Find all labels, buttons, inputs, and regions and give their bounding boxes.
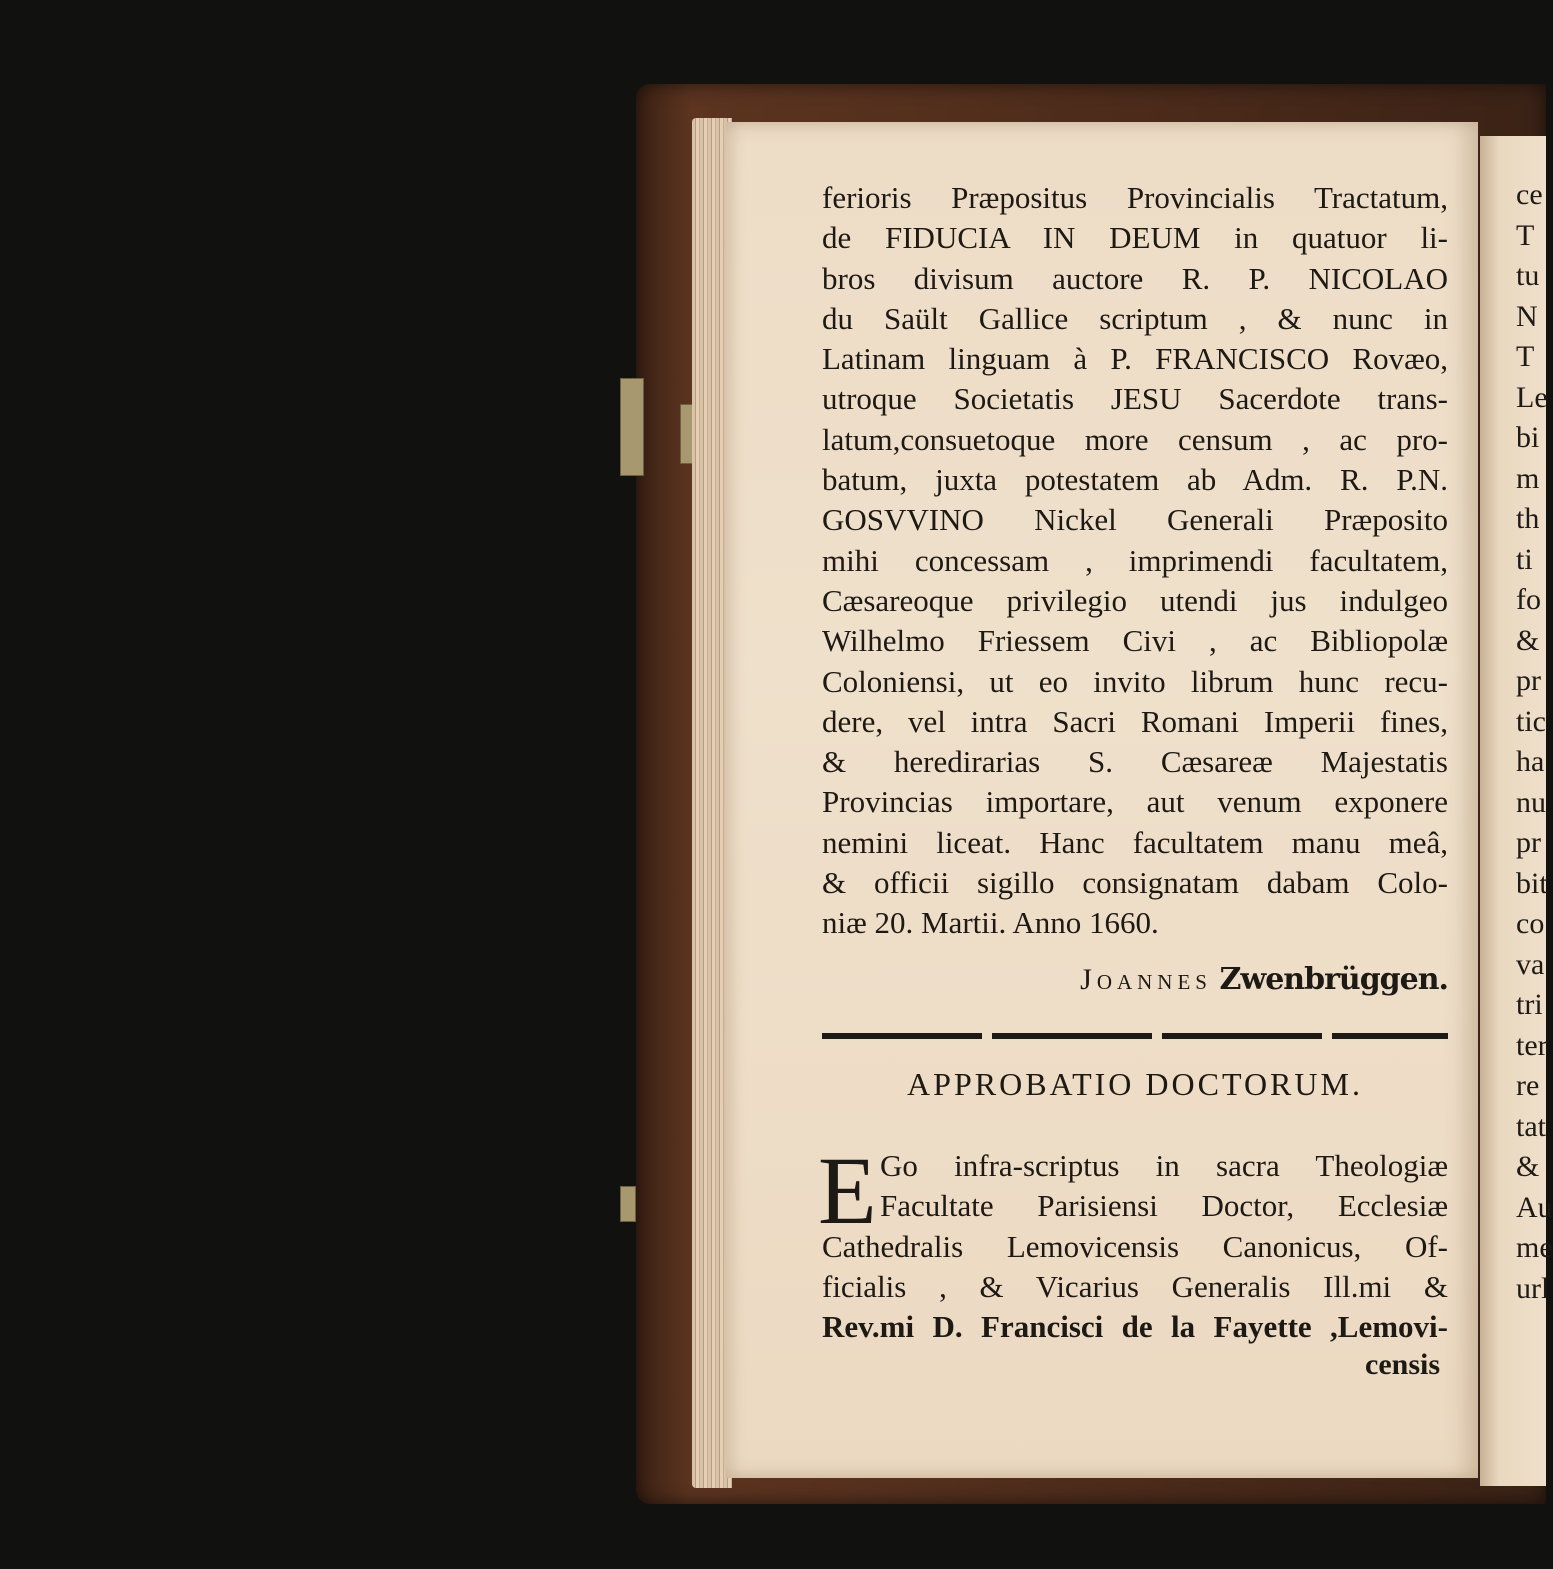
facing-page-fragment: tri xyxy=(1516,988,1543,1021)
signature-surname: Zwenbrüggen. xyxy=(1219,962,1448,997)
facing-page-fragment: & xyxy=(1516,1150,1540,1183)
facing-page-fragment: tat xyxy=(1516,1109,1546,1143)
text-line: Coloniensi, ut eo invito librum hunc recu- xyxy=(822,663,1448,699)
facing-page-fragment: Au xyxy=(1516,1190,1553,1224)
text-line: utroque Societatis JESU Sacerdote trans- xyxy=(822,381,1448,417)
text-line: de FIDUCIA IN DEUM in quatuor li- xyxy=(822,220,1448,256)
text-line: mihi concessam , imprimendi facultatem, xyxy=(822,542,1448,578)
text-line: ficialis , & Vicarius Generalis Ill.mi & xyxy=(822,1268,1448,1304)
approbatio-text xyxy=(822,1146,1448,1347)
text-line: batum, juxta potestatem ab Adm. R. P.N. xyxy=(822,462,1448,498)
facing-page-fragment: m xyxy=(1516,461,1540,495)
facing-page-fragment: fo xyxy=(1516,583,1541,616)
text-line: Latinam linguam à P. FRANCISCO Rovæo, xyxy=(822,341,1448,377)
facing-page-fragment: url xyxy=(1516,1271,1550,1305)
text-line: Provincias importare, aut venum exponere xyxy=(822,784,1448,820)
facing-page-fragment: N xyxy=(1516,299,1538,333)
facing-page-fragment: th xyxy=(1516,502,1540,535)
text-line: Facultate Parisiensi Doctor, Ecclesiæ xyxy=(880,1188,1448,1224)
facing-page-fragment: tic xyxy=(1516,704,1546,738)
text-line: du Saült Gallice scriptum , & nunc in xyxy=(822,300,1448,336)
facing-page-fragment: tu xyxy=(1516,259,1540,292)
facing-page-fragment: va xyxy=(1516,947,1545,981)
text-line: ferioris Præpositus Provincialis Tractatum, xyxy=(822,180,1448,215)
facing-page-fragment: T xyxy=(1516,218,1535,252)
section-heading: APPROBATIO DOCTORUM. xyxy=(907,1066,1363,1102)
text-line: Cæsareoque privilegio utendi jus indulgeo xyxy=(822,582,1448,618)
facing-page-fragment: pr xyxy=(1516,664,1541,697)
facing-page-fragment: ti xyxy=(1516,542,1533,576)
facing-page-fragment: co xyxy=(1516,907,1545,940)
ornamental-rule xyxy=(822,1033,1448,1039)
drop-capital: E xyxy=(818,1137,877,1244)
facing-page-fragment: me xyxy=(1516,1231,1553,1264)
facing-page-fragment: ce xyxy=(1516,178,1543,211)
catchword: censis xyxy=(1365,1348,1440,1381)
text-line: Wilhelmo Friessem Civi , ac Bibliopolæ xyxy=(822,623,1448,659)
facing-page-fragment: Le xyxy=(1516,380,1548,414)
facing-page-fragment: & xyxy=(1516,623,1540,657)
signature-first-name: Joannes xyxy=(1080,963,1212,996)
text-line: dere, vel intra Sacri Romani Imperii fines, xyxy=(822,703,1448,739)
text-line: GOSVVINO Nickel Generali Præposito xyxy=(822,502,1448,538)
facing-page-fragment: bit xyxy=(1516,866,1548,900)
text-line: nemini liceat. Hanc facultatem manu meâ, xyxy=(822,824,1448,860)
facing-page-fragment: pr xyxy=(1516,826,1541,859)
signature xyxy=(1040,962,1448,997)
clasp-upper xyxy=(620,378,644,476)
clasp-bottom xyxy=(620,1186,636,1222)
text-line: & officii sigillo consignatam dabam Colo- xyxy=(822,865,1448,901)
facing-page-fragment: nu xyxy=(1516,785,1546,819)
text-line: niæ 20. Martii. Anno 1660. xyxy=(822,905,1159,941)
text-line: bros divisum auctore R. P. NICOLAO xyxy=(822,260,1448,296)
text-line: Cathedralis Lemovicensis Canonicus, Of- xyxy=(822,1228,1448,1264)
text-line: & heredirarias S. Cæsareæ Majestatis xyxy=(822,744,1448,780)
facing-page-fragment: re xyxy=(1516,1069,1540,1102)
privilege-text xyxy=(822,178,1448,944)
text-line: latum,consuetoque more censum , ac pro- xyxy=(822,421,1448,457)
facing-page-fragment: ter xyxy=(1516,1028,1548,1062)
facing-page xyxy=(1480,136,1553,1486)
facing-page-fragment: T xyxy=(1516,340,1535,373)
facing-page-fragment: bi xyxy=(1516,421,1540,454)
facing-page-fragment: ha xyxy=(1516,745,1545,778)
text-line: Go infra-scriptus in sacra Theologiæ xyxy=(880,1148,1448,1183)
text-line: Rev.mi D. Francisci de la Fayette ,Lemovi- xyxy=(822,1309,1448,1345)
